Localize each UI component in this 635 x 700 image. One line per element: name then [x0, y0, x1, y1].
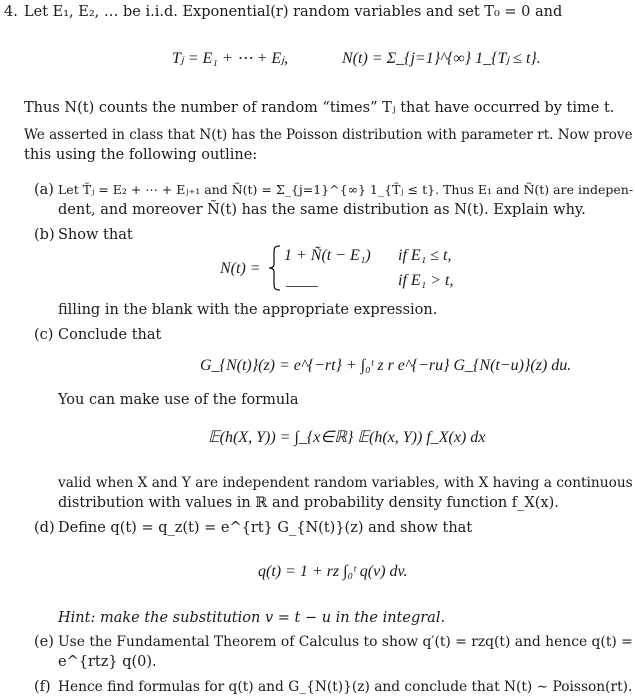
problem-intro: Let E₁, E₂, … be i.i.d. Exponential(r) random variables and set T₀ = 0 and	[24, 4, 563, 20]
part-d-equation: q(t) = 1 + rz ∫₀ᵗ q(v) dv.	[258, 563, 408, 580]
part-d-hint: Hint: make the substitution v = t − u in the integral.	[58, 610, 446, 626]
part-c-equation: G_{N(t)}(z) = e^{−rt} + ∫₀ᵗ z r e^{−ru} G_{N(t−u)}(z) du.	[200, 357, 572, 374]
part-a-label: (a)	[34, 182, 54, 198]
part-f-label: (f)	[34, 679, 51, 695]
part-c-valid-line1: valid when X and Y are independent random variables, with X having a continuous	[58, 475, 633, 491]
formula-intro: You can make use of the formula	[58, 392, 299, 408]
part-d-label: (d)	[34, 520, 55, 536]
part-b-blank: ____	[286, 272, 318, 289]
definition-N: N(t) = Σ_{j=1}^{∞} 1_{Tⱼ ≤ t}.	[342, 50, 541, 67]
expectation-formula: 𝔼(h(X, Y)) = ∫_{x∈ℝ} 𝔼(h(x, Y)) f_X(x) dx	[208, 429, 486, 446]
part-e-label: (e)	[34, 634, 54, 650]
cases-brace	[268, 244, 282, 292]
part-b-case2-condition: if E₁ > t,	[398, 272, 454, 289]
part-b-label: (b)	[34, 227, 55, 243]
part-d-text: Define q(t) = q_z(t) = e^{rt} G_{N(t)}(z) and show that	[58, 520, 473, 536]
thus-text: Thus N(t) counts the number of random “times” Tⱼ that have occurred by time t.	[24, 100, 615, 116]
part-c-label: (c)	[34, 327, 54, 343]
problem-number: 4.	[4, 4, 18, 20]
part-b-lhs: N(t) =	[220, 260, 261, 277]
definition-T: Tⱼ = E₁ + ⋯ + Eⱼ,	[172, 50, 288, 67]
part-f-text: Hence find formulas for q(t) and G_{N(t)}(z) and conclude that N(t) ∼ Poisson(rt).	[58, 679, 633, 695]
part-e-line1: Use the Fundamental Theorem of Calculus to show q′(t) = rzq(t) and hence q(t) =	[58, 634, 633, 650]
part-a-line1: Let T̃ⱼ = E₂ + ⋯ + Eⱼ₊₁ and Ñ(t) = Σ_{j=1}^{∞} 1_{T̃ⱼ ≤ t}. Thus E₁ and Ñ(t) are indepen-	[58, 182, 634, 197]
part-b-intro: Show that	[58, 227, 133, 243]
part-a-line2: dent, and moreover Ñ(t) has the same distribution as N(t). Explain why.	[58, 202, 586, 218]
part-b-case1-expression: 1 + Ñ(t − E₁)	[284, 247, 371, 264]
part-e-line2: e^{rtz} q(0).	[58, 654, 157, 670]
part-b-case1-condition: if E₁ ≤ t,	[398, 247, 452, 264]
part-c-valid-line2: distribution with values in ℝ and probability density function f_X(x).	[58, 495, 559, 511]
part-b-after: filling in the blank with the appropriate expression.	[58, 302, 438, 318]
asserted-text-line2: this using the following outline:	[24, 147, 258, 163]
asserted-text-line1: We asserted in class that N(t) has the Poisson distribution with parameter rt. Now prove	[24, 127, 633, 143]
part-c-intro: Conclude that	[58, 327, 162, 343]
